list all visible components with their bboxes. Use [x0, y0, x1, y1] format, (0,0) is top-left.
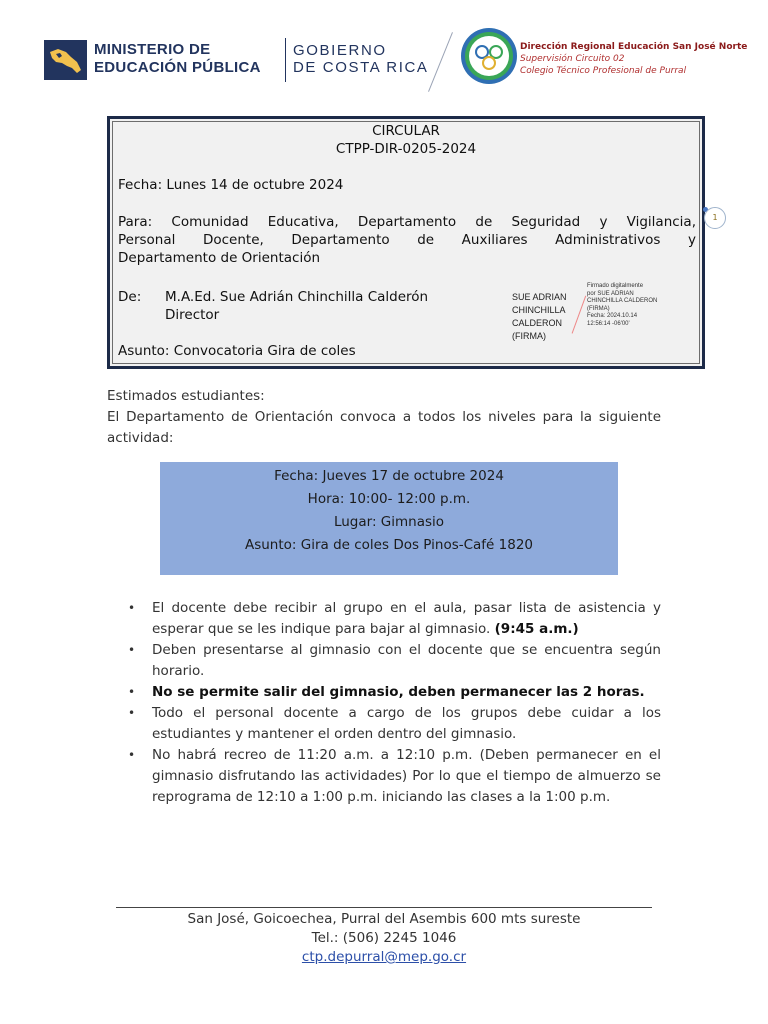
- activity-time: Hora: 10:00- 12:00 p.m.: [307, 491, 471, 507]
- costa-rica-map-icon: [44, 40, 87, 80]
- digital-signature-line: por SUE ADRIAN: [587, 290, 634, 297]
- circular-para-line-1: Para: Comunidad Educativa, Departamento de Seguridad y Vigilancia,: [118, 214, 696, 230]
- government-name: [293, 42, 429, 76]
- signature-name-line: CALDERON: [512, 318, 563, 328]
- footer-phone: Tel.: (506) 2245 1046: [311, 930, 457, 946]
- circular-para-line-2: Personal Docente, Departamento de Auxiliares Administrativos y: [118, 232, 696, 248]
- footer-email-link[interactable]: ctp.depurral@mep.go.cr: [301, 949, 467, 965]
- comment-marker[interactable]: 1: [704, 207, 726, 229]
- school-seal-icon: [460, 27, 518, 85]
- digital-signature-line: Fecha: 2024.10.14: [587, 313, 638, 319]
- ministry-line-1: MINISTERIO DE: [94, 41, 211, 58]
- region-line-3: Colegio Técnico Profesional de Purral: [520, 66, 687, 76]
- list-item-time: (9:45 a.m.): [494, 621, 579, 637]
- header-divider: [285, 38, 286, 82]
- bullet-icon: •: [128, 748, 136, 762]
- bullet-icon: •: [128, 601, 136, 615]
- circular-from-name: M.A.Ed. Sue Adrián Chinchilla Calderón: [165, 289, 429, 305]
- circular-date: Fecha: Lunes 14 de octubre 2024: [118, 177, 344, 193]
- circular-from-role: Director: [165, 307, 220, 323]
- list-item-text: El docente debe recibir al grupo en el aula, pasar lista de asistencia y esperar que se les indique para bajar al gimnasio.: [152, 600, 661, 637]
- list-item-text: No se permite salir del gimnasio, deben permanecer las 2 horas.: [152, 684, 645, 700]
- ministry-name: [94, 41, 261, 77]
- list-item-text: Deben presentarse al gimnasio con el docente que se encuentra según horario.: [152, 642, 661, 679]
- list-item-text: No habrá recreo de 11:20 a.m. a 12:10 p.m. (Deben permanecer en el gimnasio disfrutando las actividades) Por lo que el tiempo de almuerzo se reprograma de 12:10 a 1:00 p.m. iniciando las clases a la 1:00 p.m.: [152, 747, 661, 805]
- list-item: [128, 640, 661, 682]
- circular-title: CIRCULAR: [372, 123, 440, 139]
- list-item: [128, 682, 661, 703]
- digital-signature-line: CHINCHILLA CALDERON: [587, 298, 658, 304]
- bullet-icon: •: [128, 706, 136, 720]
- letterhead: [0, 22, 768, 102]
- footer-address: San José, Goicoechea, Purral del Asembis 600 mts sureste: [187, 911, 581, 927]
- instructions-list: [128, 598, 661, 808]
- intro-paragraph: El Departamento de Orientación convoca a todos los niveles para la siguiente actividad:: [107, 409, 661, 446]
- signature-name: [512, 291, 567, 343]
- region-line-1: Dirección Regional Educación San José Norte: [520, 42, 748, 52]
- bullet-icon: •: [128, 685, 136, 699]
- regional-direction: [520, 41, 747, 77]
- digital-signature-details: [587, 283, 657, 328]
- list-item: [128, 745, 661, 808]
- bullet-icon: •: [128, 643, 136, 657]
- header-slash-divider: [428, 32, 453, 92]
- activity-subject: Asunto: Gira de coles Dos Pinos-Café 1820: [244, 537, 534, 553]
- footer-divider: [116, 907, 652, 908]
- footer-email-row: [0, 949, 768, 965]
- circular-from-label: De:: [118, 289, 142, 305]
- signature-name-line: CHINCHILLA: [512, 305, 566, 315]
- activity-date: Fecha: Jueves 17 de octubre 2024: [274, 468, 504, 484]
- circular-para-line-3: Departamento de Orientación: [118, 250, 321, 266]
- list-item: [128, 598, 661, 640]
- region-line-2: Supervisión Circuito 02: [520, 54, 625, 64]
- greeting: Estimados estudiantes:: [107, 388, 265, 404]
- digital-signature-line: (FIRMA): [587, 305, 610, 312]
- ministry-line-2: EDUCACIÓN PÚBLICA: [94, 59, 261, 76]
- signature-name-line: SUE ADRIAN: [512, 292, 567, 302]
- government-line-2: DE COSTA RICA: [293, 59, 429, 76]
- circular-code: CTPP-DIR-0205-2024: [335, 141, 477, 157]
- list-item: [128, 703, 661, 745]
- list-item-text: Todo el personal docente a cargo de los grupos debe cuidar a los estudiantes y mantener el orden dentro del gimnasio.: [152, 705, 661, 742]
- circular-subject: Asunto: Convocatoria Gira de coles: [118, 343, 356, 359]
- activity-details-box: [160, 462, 618, 575]
- signature-name-line: (FIRMA): [512, 331, 546, 341]
- circular-header-box: [107, 116, 705, 369]
- activity-place: Lugar: Gimnasio: [333, 514, 445, 530]
- government-line-1: GOBIERNO: [293, 42, 387, 59]
- digital-signature-line: Firmado digitalmente: [587, 283, 644, 289]
- digital-signature-line: 12:56:14 -06'00': [587, 320, 630, 327]
